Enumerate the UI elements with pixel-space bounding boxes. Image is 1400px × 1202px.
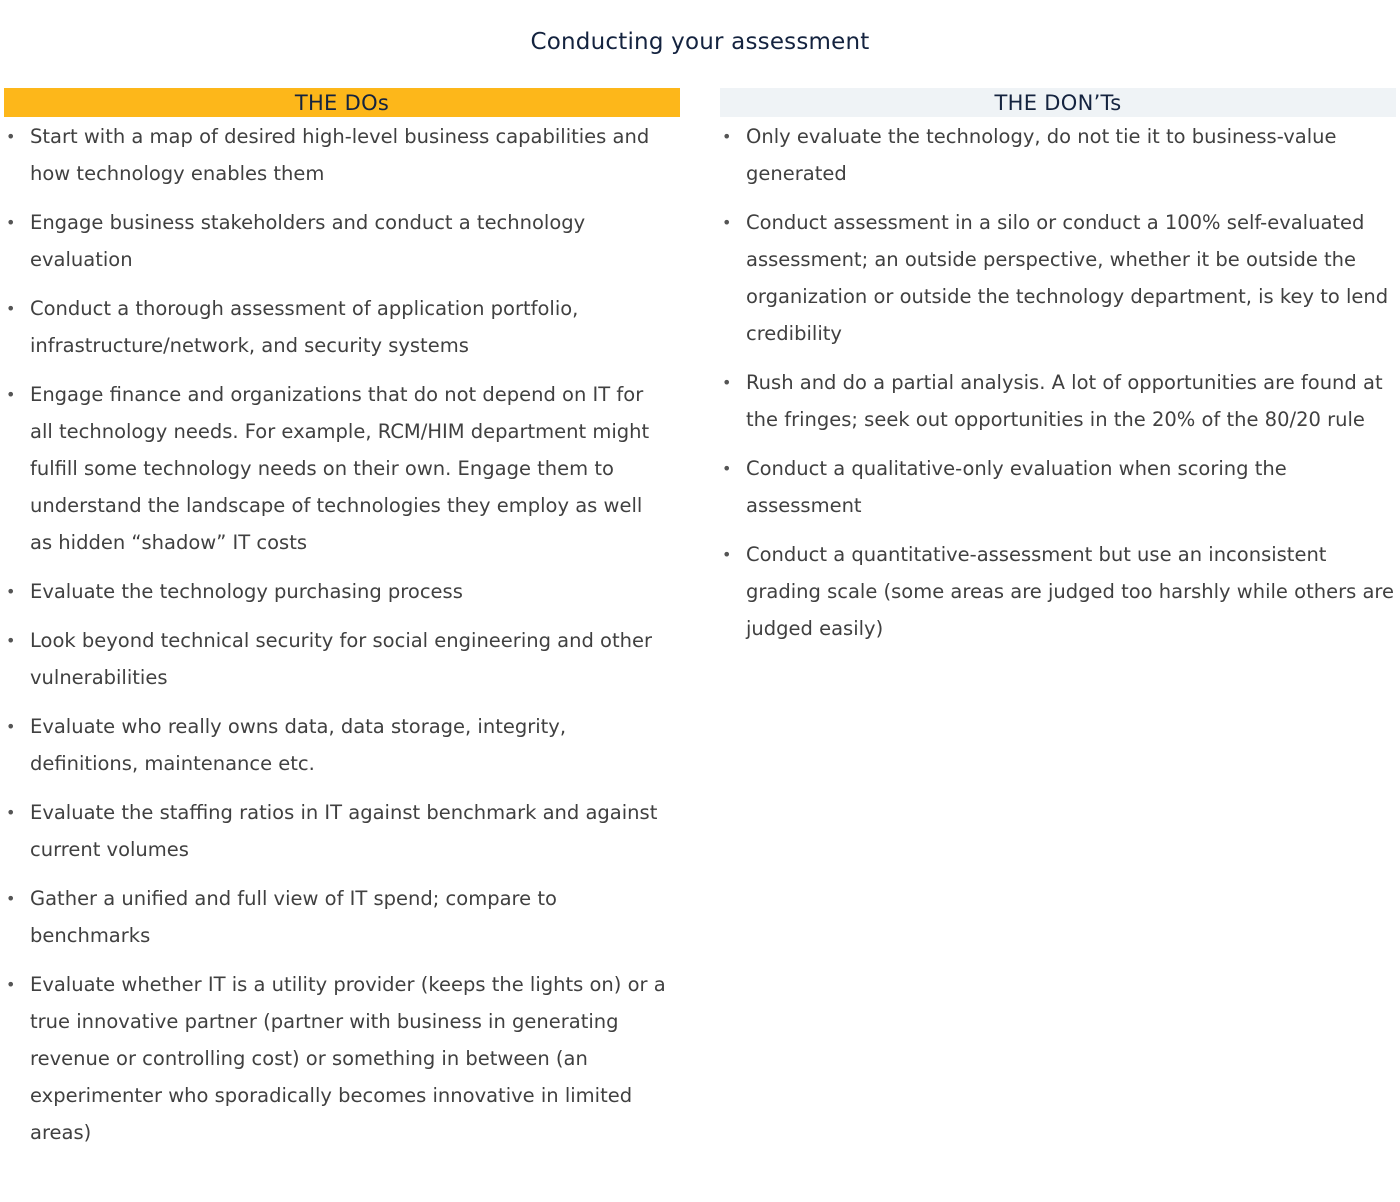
dos-item: [4, 622, 680, 696]
bullet-icon: •: [722, 373, 732, 392]
bullet-icon: •: [6, 582, 16, 601]
bullet-icon: •: [722, 545, 732, 564]
bullet-icon: •: [6, 975, 16, 994]
donts-item-text: Rush and do a partial analysis. A lot of opportunities are found at the fringes; seek out opportunities in the 20% of the 80/20 rule: [746, 371, 1383, 431]
dos-item: [4, 966, 680, 1151]
dos-item-text: Evaluate whether IT is a utility provider (keeps the lights on) or a true innovative partner (partner with business in generating revenue or controlling cost) or something in between (an experimenter who sporadically becomes innovative in limited areas): [30, 973, 666, 1144]
dos-item: [4, 118, 680, 192]
dos-item: [4, 880, 680, 954]
bullet-icon: •: [6, 717, 16, 736]
dos-item: [4, 290, 680, 364]
bullet-icon: •: [722, 127, 732, 146]
donts-item: [720, 118, 1396, 192]
bullet-icon: •: [6, 803, 16, 822]
bullet-icon: •: [6, 889, 16, 908]
donts-item: [720, 536, 1396, 647]
donts-item-text: Only evaluate the technology, do not tie it to business-value generated: [746, 125, 1337, 185]
donts-item-text: Conduct a quantitative-assessment but use an inconsistent grading scale (some areas are judged too harshly while others are judged easily): [746, 543, 1394, 640]
donts-item: [720, 450, 1396, 524]
donts-list: [720, 118, 1396, 647]
dos-column: [4, 88, 680, 1163]
dos-item-text: Look beyond technical security for social engineering and other vulnerabilities: [30, 629, 653, 689]
dos-item-text: Engage business stakeholders and conduct a technology evaluation: [30, 211, 586, 271]
bullet-icon: •: [722, 459, 732, 478]
bullet-icon: •: [722, 213, 732, 232]
page-title: Conducting your assessment: [530, 29, 870, 55]
bullet-icon: •: [6, 631, 16, 650]
dos-item: [4, 794, 680, 868]
dos-item-text: Gather a unified and full view of IT spend; compare to benchmarks: [30, 887, 557, 947]
dos-item-text: Evaluate who really owns data, data storage, integrity, definitions, maintenance etc.: [30, 715, 567, 775]
donts-item: [720, 204, 1396, 352]
bullet-icon: •: [6, 213, 16, 232]
dos-item: [4, 204, 680, 278]
dos-item-text: Conduct a thorough assessment of application portfolio, infrastructure/network, and security systems: [30, 297, 579, 357]
dos-item-text: Engage finance and organizations that do not depend on IT for all technology needs. For example, RCM/HIM department might fulfill some technology needs on their own. Engage them to understand the landscape of technologies they employ as well as hidden “shadow” IT costs: [30, 383, 650, 554]
dos-item: [4, 708, 680, 782]
donts-item: [720, 364, 1396, 438]
dos-header: THE DOs: [4, 88, 680, 117]
dos-item-text: Evaluate the technology purchasing process: [30, 580, 463, 603]
donts-item-text: Conduct assessment in a silo or conduct a 100% self-evaluated assessment; an outside perspective, whether it be outside the organization or outside the technology department, is key to lend credibility: [746, 211, 1389, 345]
bullet-icon: •: [6, 385, 16, 404]
donts-column: [720, 88, 1396, 659]
donts-header: THE DON’Ts: [720, 88, 1396, 117]
dos-item-text: Start with a map of desired high-level business capabilities and how technology enables them: [30, 125, 650, 185]
bullet-icon: •: [6, 127, 16, 146]
dos-item: [4, 376, 680, 561]
dos-item-text: Evaluate the staffing ratios in IT against benchmark and against current volumes: [30, 801, 658, 861]
bullet-icon: •: [6, 299, 16, 318]
donts-item-text: Conduct a qualitative-only evaluation when scoring the assessment: [746, 457, 1287, 517]
dos-item: [4, 573, 680, 610]
dos-list: [4, 118, 680, 1151]
